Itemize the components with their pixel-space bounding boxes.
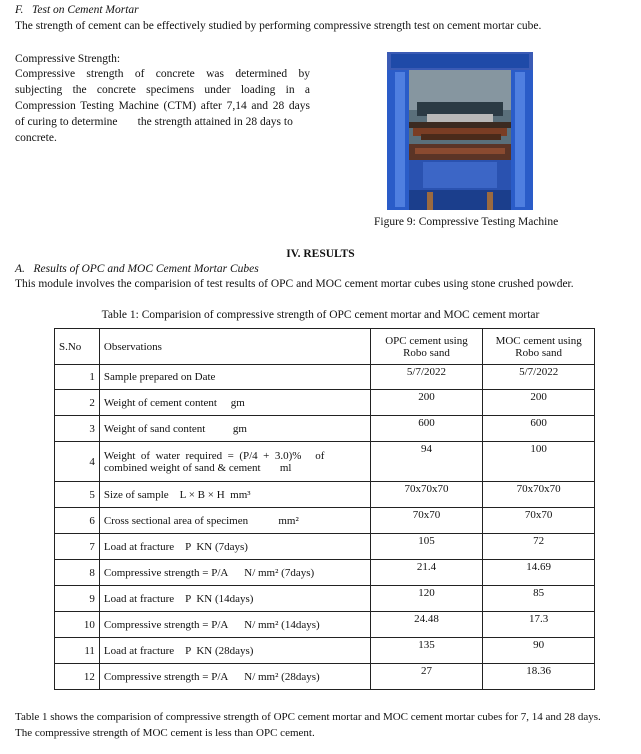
cell-observation: Load at fracture P KN (14days) [99,586,370,612]
results-heading: IV. RESULTS [286,248,355,260]
cell-observation: Compressive strength = P/A N/ mm² (7days) [99,560,370,586]
cell-opc: 200 [370,390,483,416]
table-row [55,365,595,390]
cell-sno: 3 [55,416,100,442]
cell-opc: 94 [370,442,483,482]
table-row [55,416,595,442]
cell-sno: 1 [55,365,100,390]
cell-observation: Compressive strength = P/A N/ mm² (28days) [99,664,370,690]
cell-opc: 70x70x70 [370,482,483,508]
table-row [55,612,595,638]
cell-sno: 10 [55,612,100,638]
cell-observation [99,442,370,482]
cell-observation: Weight of sand content gm [99,416,370,442]
section-f-number: F. [15,4,24,16]
results-sub-title: Results of OPC and MOC Cement Mortar Cubes [33,263,259,275]
compressive-line: Compressive strength of concrete was determined by [15,68,310,80]
cell-sno: 5 [55,482,100,508]
cell-moc: 200 [483,390,595,416]
results-subheading [15,263,259,275]
cell-observation: Size of sample L × B × H mm³ [99,482,370,508]
cell-opc: 600 [370,416,483,442]
cell-sno: 8 [55,560,100,586]
section-f-heading [15,4,139,16]
compressive-testing-machine-photo [387,52,533,210]
cell-sno: 11 [55,638,100,664]
header-opc-line2: Robo sand [403,346,450,359]
compressive-paragraph [15,66,310,146]
cell-sno: 9 [55,586,100,612]
cell-sno: 6 [55,508,100,534]
section-f-text: The strength of cement can be effectively studied by performing compressive strength test on cement mortar cube. [15,20,542,32]
cell-moc: 14.69 [483,560,595,586]
header-moc-line1: MOC cement using [495,334,582,347]
cell-opc: 21.4 [370,560,483,586]
cell-opc: 24.48 [370,612,483,638]
header-moc-line2: Robo sand [515,346,563,359]
table-caption: Table 1: Comparision of compressive strength of OPC cement mortar and MOC cement mortar [101,309,540,321]
table-row [55,390,595,416]
cell-opc: 135 [370,638,483,664]
compressive-line: concrete. [15,132,57,144]
compressive-line: Compression Testing Machine (CTM) after 7,14 and 28 days [15,100,310,112]
cell-sno: 4 [55,442,100,482]
cell-moc: 70x70 [483,508,595,534]
section-f-title: Test on Cement Mortar [32,4,139,16]
cell-moc: 72 [483,534,595,560]
table-row [55,560,595,586]
cell-observation: Compressive strength = P/A N/ mm² (14days) [99,612,370,638]
cell-observation: Load at fracture P KN (28days) [99,638,370,664]
cell-sno: 2 [55,390,100,416]
cell-opc: 27 [370,664,483,690]
table-row [55,534,595,560]
cell-opc: 105 [370,534,483,560]
cell-sno: 12 [55,664,100,690]
table-row [55,442,595,482]
cell-moc: 5/7/2022 [483,365,595,390]
cell-opc: 120 [370,586,483,612]
cell-opc: 70x70 [370,508,483,534]
cell-observation: Load at fracture P KN (7days) [99,534,370,560]
results-sub-number: A. [15,263,25,275]
cell-moc: 600 [483,416,595,442]
header-opc-line1: OPC cement using [385,334,468,347]
cell-observation: Sample prepared on Date [99,365,370,390]
table-row [55,508,595,534]
table-row [55,638,595,664]
header-moc [483,329,595,365]
cell-observation-line1: Weight of water required = (P/4 + 3.0)% of [103,449,325,462]
header-sno: S.No [55,329,100,365]
header-opc [370,329,483,365]
cell-moc: 90 [483,638,595,664]
table-row [55,586,595,612]
cell-moc: 100 [483,442,595,482]
results-intro: This module involves the comparision of test results of OPC and MOC cement mortar cubes using stone crushed powder. [15,278,574,290]
conclusion-line2: The compressive strength of MOC cement is less than OPC cement. [15,727,315,739]
cell-observation: Weight of cement content gm [99,390,370,416]
cell-opc: 5/7/2022 [370,365,483,390]
cell-observation-line2: combined weight of sand & cement ml [103,461,292,474]
compressive-line: subjecting the concrete specimens under loading in a [15,84,310,96]
table-header-row [55,329,595,365]
cell-observation: Cross sectional area of specimen mm² [99,508,370,534]
cell-moc: 70x70x70 [483,482,595,508]
figure-caption: Figure 9: Compressive Testing Machine [374,216,559,228]
cell-moc: 85 [483,586,595,612]
compressive-heading: Compressive Strength: [15,53,121,65]
conclusion-line1: Table 1 shows the comparision of compressive strength of OPC cement mortar and MOC cement mortar cubes for 7, 14 and 28 days. [15,711,601,723]
cell-moc: 17.3 [483,612,595,638]
results-table [54,328,595,690]
table-row [55,482,595,508]
compressive-line: of curing to determine the strength attained in 28 days to [15,116,293,128]
cell-moc: 18.36 [483,664,595,690]
header-observations: Observations [99,329,370,365]
table-row [55,664,595,690]
cell-sno: 7 [55,534,100,560]
